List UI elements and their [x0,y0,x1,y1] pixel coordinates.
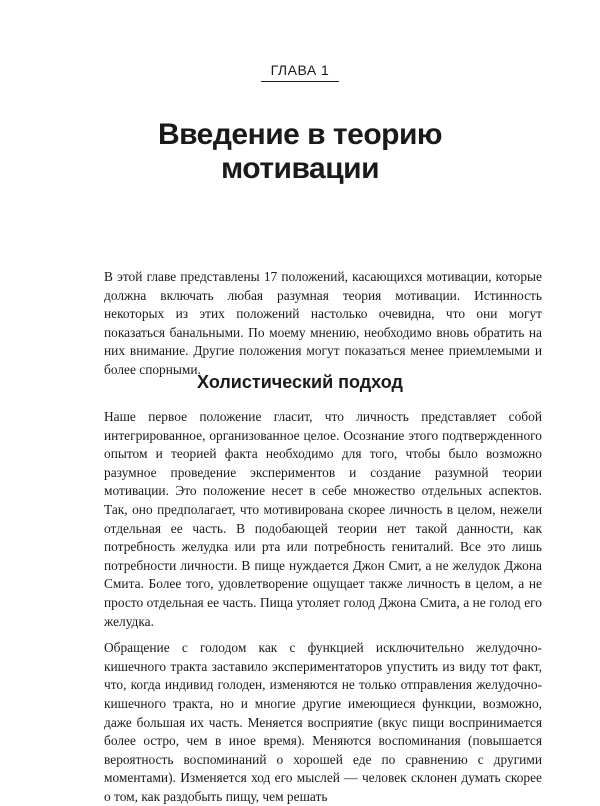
body-paragraph-1: Наше первое положение гласит, что личность представляет собой интегрированное, организованное целое. Осознание этого подтвержденного опытом и теорией факта необходимо для того, чтобы было возможно разумное проведение экспериментов и создание разумной теории мотивации. Это положение несет в себе множество отдельных аспектов. Так, оно предполагает, что мотивирована скорее личность в целом, нежели отдельная ее часть. В подобающей теории нет такой данности, как потребность желудка или рта или потребность гениталий. Все это лишь потребности личности. В пище нуждается Джон Смит, а не желудок Джона Смита. Более того, удовлетворение ощущает также личность в целом, а не просто отдельная ее часть. Пища утоляет голод Джона Смита, а не голод его желудка. [104,409,542,629]
chapter-label [0,62,600,82]
section-heading: Холистический подход [197,372,403,392]
body-paragraph-2: Обращение с голодом как с функцией исключительно желудочно-кишечного тракта заставило экспериментаторов упустить из виду тот факт, что, когда индивид голоден, изменяются не только отправления желудочно-кишечного тракта, но и многие другие имеющиеся функции, возможно, даже большая их часть. Меняется восприятие (вкус пищи воспринимается более остро, чем в иное время). Меняются воспоминания (повышается вероятность воспоминаний о хорошей еде по сравнению с другими моментами). Изменяется ход его мыслей — человек склонен думать скорее о том, как раздобыть пищу, чем решать [104,640,542,804]
chapter-title-line-1: Введение в теорию [157,118,443,151]
section-body [104,408,542,806]
chapter-number: ГЛАВА 1 [261,62,340,82]
chapter-title [0,118,600,186]
chapter-title-line-2: мотивации [220,152,380,185]
intro-paragraph: В этой главе представлены 17 положений, касающихся мотивации, которые должна включать любая разумная теория мотивации. Истинность некоторых из этих положений настолько очевидна, что они могут показаться банальными. По моему мнению, необходимо вновь обратить на них внимание. Другие положения могут показаться менее приемлемыми и более спорными. [104,269,542,377]
